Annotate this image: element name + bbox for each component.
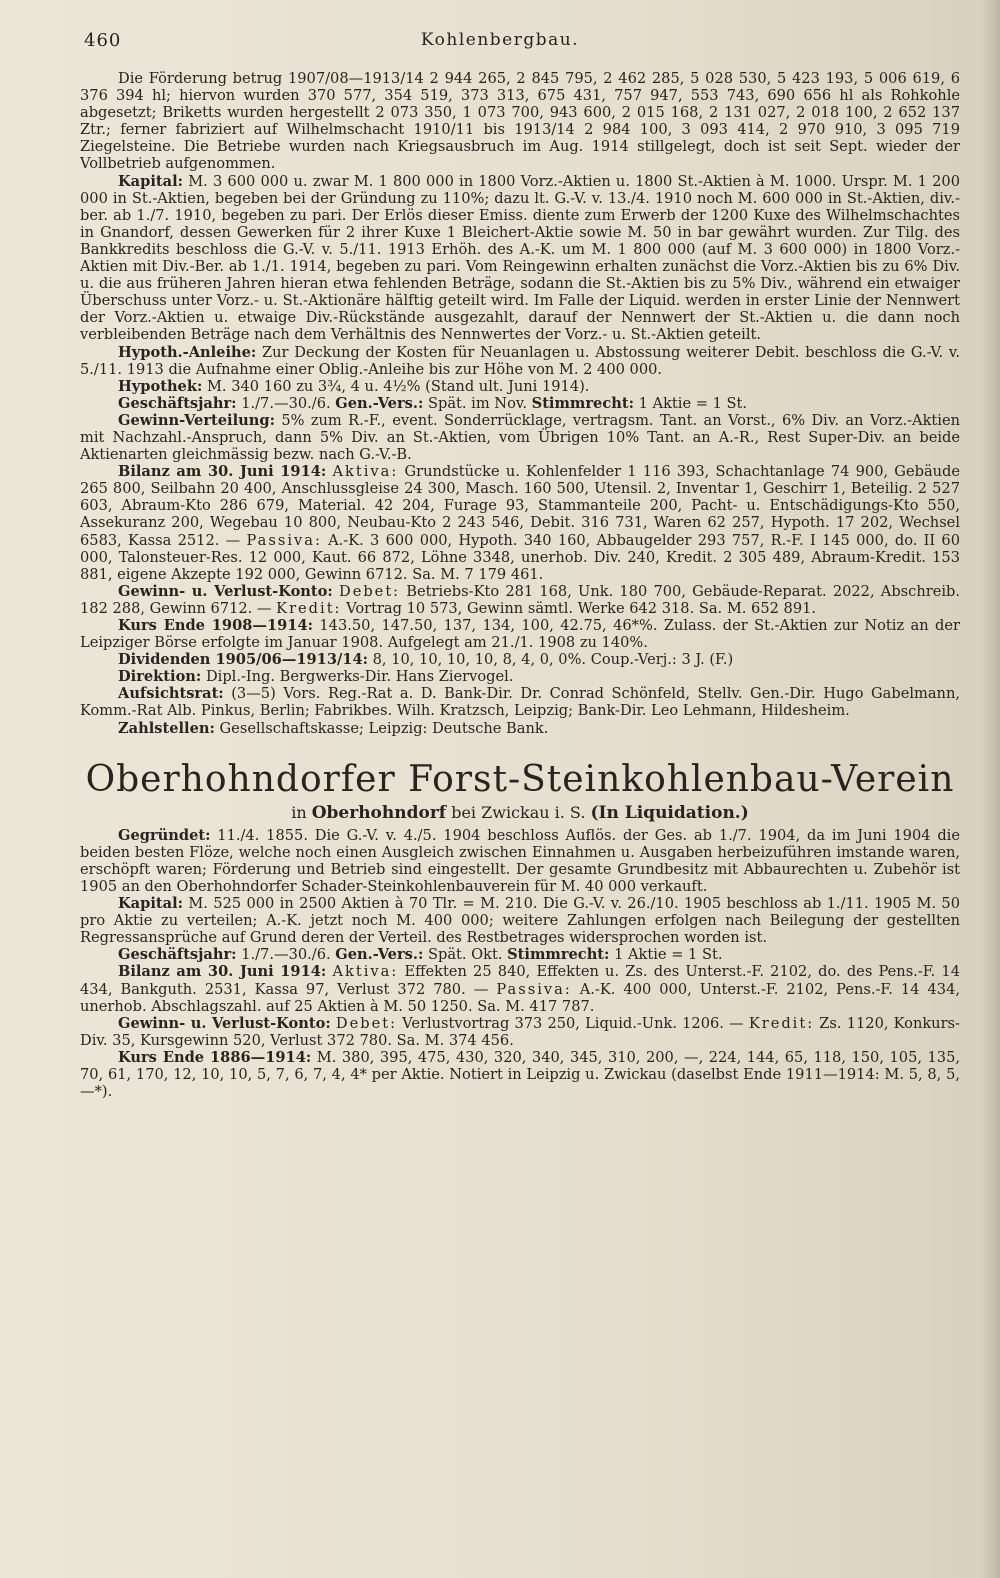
production-paragraph: Die Förderung betrug 1907/08—1913/14 2 944 265, 2 845 795, 2 462 285, 5 028 530, 5 423 193, 5 006 619, 6 376 394 hl; hiervon wurden 370 577, 354 519, 373 313, 675 431, 757 947, 553 743, 690 656 hl als Rohkohle abgesetzt; Briketts wurden hergestellt 2 073 350, 1 073 700, 943 600, 2 015 168, 2 131 027, 2 018 100, 2 652 137 Ztr.; ferner fabriziert auf Wilhelmschacht 1910/11 bis 1913/14 2 984 100, 3 093 414, 2 970 910, 3 095 719 Ziegelsteine. Die Betriebe wurden nach Kriegsausbruch im Aug. 1914 stillgelegt, doch ist seit Sept. wieder der Vollbetrieb aufgenommen.	[80, 70, 960, 173]
fiscal-year-label-2: Geschäftsjahr:	[118, 946, 237, 964]
mortgage-label: Hypothek:	[118, 377, 203, 395]
page-edge-shadow	[982, 0, 1000, 1578]
general-meeting-label: Gen.-Vers.:	[335, 394, 424, 412]
dividends-paragraph: Dividenden 1905/06—1913/14: 8, 10, 10, 10, 10, 8, 4, 0, 0%. Coup.-Verj.: 3 J. (F.)	[118, 651, 734, 669]
company-location: Oberhohndorf	[311, 802, 447, 823]
mortgage-paragraph: Hypothek: M. 340 160 zu 3¾, 4 u. 4½% (Stand ult. Juni 1914).	[118, 377, 590, 395]
capital-paragraph: Kapital: M. 3 600 000 u. zwar M. 1 800 000 in 1800 Vorz.-Aktien u. 1800 St.-Aktien à M. 1000. Urspr. M. 1 200 000 in St.-Aktien, begeben bei der Gründung zu 110%; dazu lt. G.-V. v. 13./4. 1910 noch M. 600 000 in St.-Aktien, div.-ber. ab 1./7. 1910, begeben zu pari. Der Erlös dieser Emiss. diente zum Erwerb der 1200 Kuxe des Wilhelmschachtes in Gnandorf, dessen Gewerken für 2 ihrer Kuxe 1 Bleichert-Aktie sowie M. 50 in bar gewährt wurden. Zur Tilg. des Bankkredits beschloss die G.-V. v. 5./11. 1913 Erhöh. des A.-K. um M. 1 800 000 (auf M. 3 600 000) in 1800 Vorz.-Aktien mit Div.-Ber. ab 1./1. 1914, begeben zu pari. Vom Reingewinn erhalten zunächst die Vorz.-Aktien bis zu 6% Div. u. die aus früheren Jahren hieran etwa fehlenden Beträge, sodann die St.-Aktien bis zu 5% Div., während ein etwaiger Überschuss unter Vorz.- u. St.-Aktionäre hälftig geteilt wird. Im Falle der Liquid. werden in erster Linie der Nennwert der Vorz.-Aktien u. etwaige Div.-Rückstände ausgezahlt, darauf der Nennwert der St.-Aktien u. die dann noch verbleibenden Beträge nach dem Verhältnis des Nennwertes der Vorz.- u. St.-Aktien geteilt.	[80, 172, 960, 344]
aktiva-label: Aktiva:	[332, 463, 399, 481]
supervisory-board-label: Aufsichtsrat:	[118, 685, 224, 703]
share-price-paragraph: Kurs Ende 1908—1914: 143.50, 147.50, 137, 134, 100, 42.75, 46*%. Zulass. der St.-Aktien zur Notiz an der Leipziger Börse erfolgte im Januar 1908. Aufgelegt am 21./1. 1908 zu 140%.	[80, 617, 960, 652]
passiva-label-2: Passiva:	[496, 980, 572, 998]
running-title: Kohlenbergbau.	[420, 30, 580, 50]
balance-paragraph: Bilanz am 30. Juni 1914: Aktiva: Grundstücke u. Kohlenfelder 1 116 393, Schachtanlage 74 900, Gebäude 265 800, Seilbahn 20 400, Anschlussgleise 24 300, Masch. 160 500, Utensil. 2, Inventar 1, Geschirr 1, Beteilig. 2 527 603, Abraum-Kto 286 679, Material. 42 204, Furage 93, Stammanteile 200, Pacht- u. Entschädigungs-Kto 550, Assekuranz 200, Wegebau 10 800, Neubau-Kto 2 243 546, Debit. 316 731, Waren 62 257, Hypoth. 17 202, Wechsel 6583, Kassa 2512. — Passiva: A.-K. 3 600 000, Hypoth. 340 160, Abbaugelder 293 757, R.-F. I 145 000, do. II 60 000, Talonsteuer-Res. 12 000, Kaut. 66 872, Löhne 3348, unerhob. Div. 240, Kredit. 2 305 489, Abraum-Kredit. 153 881, eigene Akzepte 192 000, Gewinn 6712. Sa. M. 7 179 461.	[80, 463, 961, 583]
capital-paragraph-2: Kapital: M. 525 000 in 2500 Aktien à 70 Tlr. = M. 210. Die G.-V. v. 26./10. 1905 beschloss ab 1./11. 1905 M. 50 pro Aktie zu verteilen; A.-K. jetzt noch M. 400 000; weitere Zahlungen erfolgen nach Beilegung der gestellten Regressansprüche auf Grund deren der Verteil. des Restbetrages widersprochen worden ist.	[80, 895, 960, 947]
page-number: 460	[84, 30, 122, 51]
text-column	[80, 70, 960, 1100]
profit-loss-label: Gewinn- u. Verlust-Konto:	[118, 582, 333, 600]
general-meeting-label-2: Gen.-Vers.:	[335, 946, 424, 964]
debet-label: Debet:	[339, 582, 401, 600]
profit-distribution-label: Gewinn-Verteilung:	[118, 411, 275, 429]
balance-paragraph-2: Bilanz am 30. Juni 1914: Aktiva: Effekten 25 840, Effekten u. Zs. des Unterst.-F. 2102, do. des Pens.-F. 14 434, Bankguth. 2531, Kassa 97, Verlust 372 780. — Passiva: A.-K. 400 000, Unterst.-F. 2102, Pens.-F. 14 434, unerhob. Abschlagszahl. auf 25 Aktien à M. 50 1250. Sa. M. 417 787.	[80, 963, 961, 1015]
founded-label: Gegründet:	[118, 826, 211, 844]
company-subtitle: in Oberhohndorf bei Zwickau i. S. (In Liquidation.)	[291, 802, 749, 823]
paying-agents-paragraph: Zahlstellen: Gesellschaftskasse; Leipzig: Deutsche Bank.	[118, 719, 549, 737]
capital-label-2: Kapital:	[118, 895, 184, 913]
paying-agents-label: Zahlstellen:	[118, 719, 215, 737]
share-price-label: Kurs Ende 1908—1914:	[118, 617, 313, 634]
balance-label-2: Bilanz am 30. Juni 1914:	[118, 963, 327, 981]
running-head	[0, 30, 1000, 56]
voting-right-label: Stimmrecht:	[531, 394, 634, 412]
fiscal-year-paragraph-2: Geschäftsjahr: 1./7.—30./6. Gen.-Vers.: Spät. Okt. Stimmrecht: 1 Aktie = 1 St.	[118, 946, 723, 964]
founded-paragraph: Gegründet: 11./4. 1855. Die G.-V. v. 4./5. 1904 beschloss Auflös. der Ges. ab 1./7. 1904, da im Juni 1904 die beiden besten Flöze, welche noch einen Ausgleich zwischen Einnahmen u. Ausgaben herbeizuführen imstande waren, erschöpft waren; Förderung und Betrieb sind eingestellt. Der gesamte Grundbesitz mit Abbaurechten u. Zubehör ist 1905 an den Oberhohndorfer Schader-Steinkohlenbauverein für M. 40 000 verkauft.	[80, 826, 960, 895]
profit-loss-label-2: Gewinn- u. Verlust-Konto:	[118, 1014, 331, 1032]
management-label: Direktion:	[118, 668, 202, 686]
fiscal-year-label: Geschäftsjahr:	[118, 394, 237, 412]
management-paragraph: Direktion: Dipl.-Ing. Bergwerks-Dir. Hans Ziervogel.	[118, 668, 514, 686]
passiva-label: Passiva:	[246, 531, 322, 549]
kredit-label: Kredit:	[276, 599, 342, 617]
company-title: Oberhohndorfer Forst-Steinkohlenbau-Verein	[85, 758, 955, 800]
dividends-label: Dividenden 1905/06—1913/14:	[118, 651, 368, 669]
mortgage-loan-paragraph: Hypoth.-Anleihe: Zur Deckung der Kosten für Neuanlagen u. Abstossung weiterer Debit. beschloss die G.-V. v. 5./11. 1913 die Aufnahme einer Oblig.-Anleihe bis zur Höhe von M. 2 400 000.	[80, 343, 960, 378]
capital-label: Kapital:	[118, 172, 184, 190]
profit-loss-paragraph: Gewinn- u. Verlust-Konto: Debet: Betriebs-Kto 281 168, Unk. 180 700, Gebäude-Reparat. 2022, Abschreib. 182 288, Gewinn 6712. — Kredit: Vortrag 10 573, Gewinn sämtl. Werke 642 318. Sa. M. 652 891.	[80, 582, 961, 617]
liquidation-status: (In Liquidation.)	[590, 802, 749, 823]
debet-label-2: Debet:	[335, 1014, 397, 1032]
balance-label: Bilanz am 30. Juni 1914:	[118, 463, 327, 481]
profit-loss-paragraph-2: Gewinn- u. Verlust-Konto: Debet: Verlustvortrag 373 250, Liquid.-Unk. 1206. — Kredit: Zs. 1120, Konkurs-Div. 35, Kursgewinn 520, Verlust 372 780. Sa. M. 374 456.	[80, 1014, 960, 1049]
voting-right-label-2: Stimmrecht:	[507, 946, 610, 964]
share-price-paragraph-2: Kurs Ende 1886—1914: M. 380, 395, 475, 430, 320, 340, 345, 310, 200, —, 224, 144, 65, 118, 150, 105, 135, 70, 61, 170, 12, 10, 10, 5, 7, 6, 7, 4, 4* per Aktie. Notiert in Leipzig u. Zwickau (daselbst Ende 1911—1914: M. 5, 8, 5, —*).	[80, 1048, 961, 1101]
fiscal-year-paragraph: Geschäftsjahr: 1./7.—30./6. Gen.-Vers.: Spät. im Nov. Stimmrecht: 1 Aktie = 1 St.	[118, 394, 748, 412]
profit-distribution-paragraph: Gewinn-Verteilung: 5% zum R.-F., event. Sonderrücklage, vertragsm. Tant. an Vorst., 6% Div. an Vorz.-Aktien mit Nachzahl.-Anspruch, dann 5% Div. an St.-Aktien, vom Übrigen 10% Tant. an A.-R., Rest Super-Div. an beide Aktienarten gleichmässig bezw. nach G.-V.-B.	[80, 411, 960, 464]
share-price-label-2: Kurs Ende 1886—1914:	[118, 1048, 312, 1066]
supervisory-board-paragraph: Aufsichtsrat: (3—5) Vors. Reg.-Rat a. D. Bank-Dir. Dr. Conrad Schönfeld, Stellv. Gen.-Dir. Hugo Gabelmann, Komm.-Rat Alb. Pinkus, Berlin; Fabrikbes. Wilh. Kratzsch, Leipzig; Bank-Dir. Leo Lehmann, Hildesheim.	[80, 685, 960, 720]
mortgage-loan-label: Hypoth.-Anleihe:	[118, 343, 257, 361]
aktiva-label-2: Aktiva:	[332, 963, 399, 981]
kredit-label-2: Kredit:	[748, 1014, 815, 1032]
